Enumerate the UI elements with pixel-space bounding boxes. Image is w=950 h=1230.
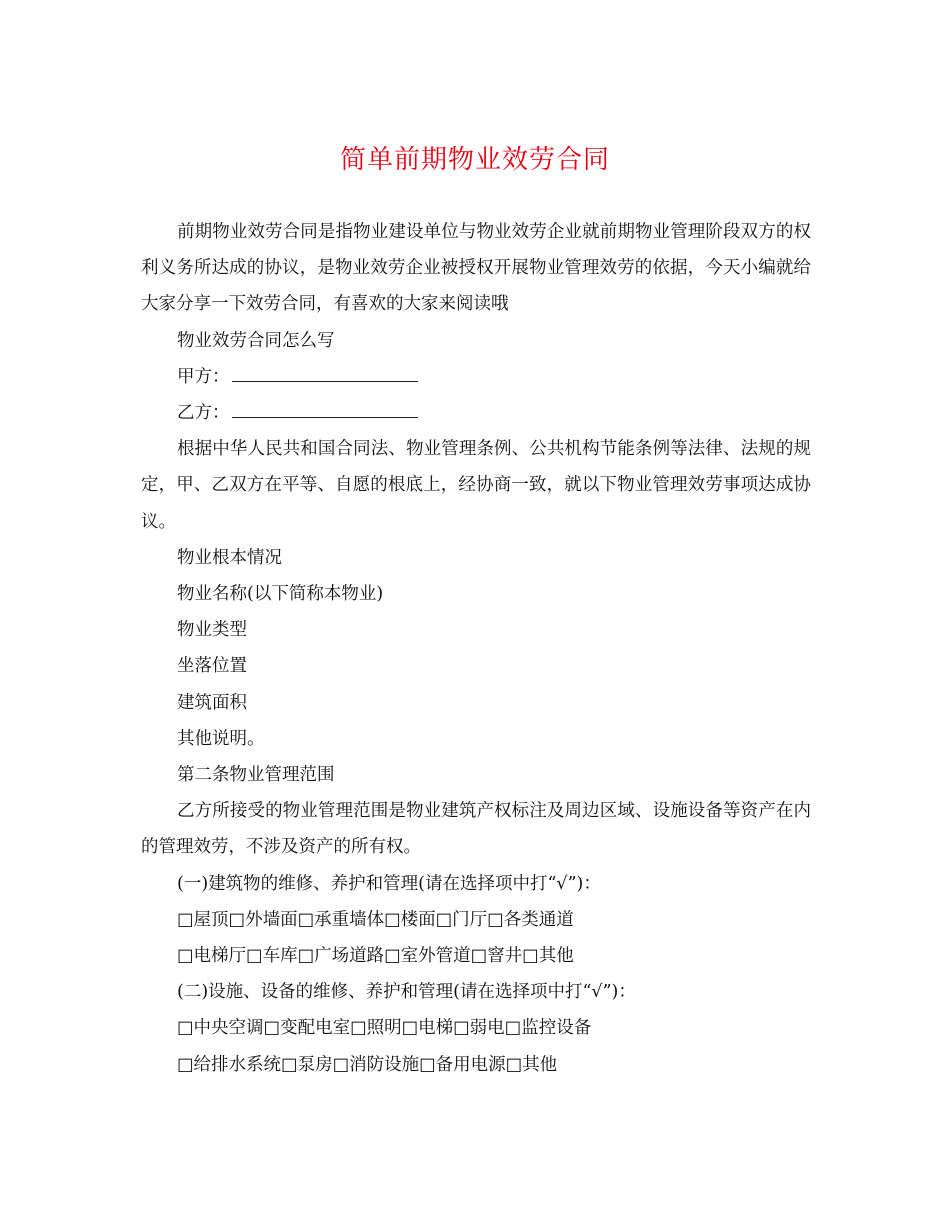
- intro-paragraph: 前期物业效劳合同是指物业建设单位与物业效劳企业就前期物业管理阶段双方的权利义务所达成的协议，是物业效劳企业被授权开展物业管理效劳的依据，今天小编就给大家分享一下效劳合同，有喜欢的大家来阅读哦: [141, 222, 811, 315]
- document-body: [141, 214, 811, 1083]
- property-name-line: 物业名称(以下简称本物业): [177, 584, 384, 605]
- party-a-blank: [232, 363, 418, 382]
- section-two-options-1: □中央空调□变配电室□照明□电梯□弱电□监控设备: [177, 1018, 592, 1039]
- other-notes-line: 其他说明。: [177, 728, 265, 749]
- party-b-label: 乙方：: [177, 403, 230, 424]
- party-b-blank: [232, 399, 418, 418]
- section-one-options-1: □屋顶□外墙面□承重墙体□楼面□门厅□各类通道: [177, 909, 574, 930]
- party-a-label: 甲方：: [177, 366, 230, 387]
- section-one-options-2: □电梯厅□车库□广场道路□室外管道□窨井□其他: [177, 946, 574, 967]
- subtitle-line: 物业效劳合同怎么写: [177, 330, 335, 351]
- party-a-line: [141, 359, 811, 395]
- basis-paragraph: 根据中华人民共和国合同法、物业管理条例、公共机构节能条例等法律、法规的规定，甲、乙双方在平等、自愿的根底上，经协商一致，就以下物业管理效劳事项达成协议。: [141, 439, 811, 532]
- party-b-line: [141, 395, 811, 431]
- section-two-heading: (二)设施、设备的维修、养护和管理(请在选择项中打“√”)：: [177, 982, 636, 1003]
- property-type-line: 物业类型: [177, 620, 247, 641]
- section-one-heading: (一)建筑物的维修、养护和管理(请在选择项中打“√”)：: [177, 873, 601, 894]
- scope-paragraph: 乙方所接受的物业管理范围是物业建筑产权标注及周边区域、设施设备等资产在内的管理效劳，不涉及资产的所有权。: [141, 801, 811, 858]
- area-line: 建筑面积: [177, 692, 247, 713]
- article-two-heading: 第二条物业管理范围: [177, 765, 335, 786]
- location-line: 坐落位置: [177, 656, 247, 677]
- document-title: 简单前期物业效劳合同: [339, 145, 610, 175]
- basic-info-heading: 物业根本情况: [177, 547, 282, 568]
- section-two-options-2: □给排水系统□泵房□消防设施□备用电源□其他: [177, 1054, 558, 1075]
